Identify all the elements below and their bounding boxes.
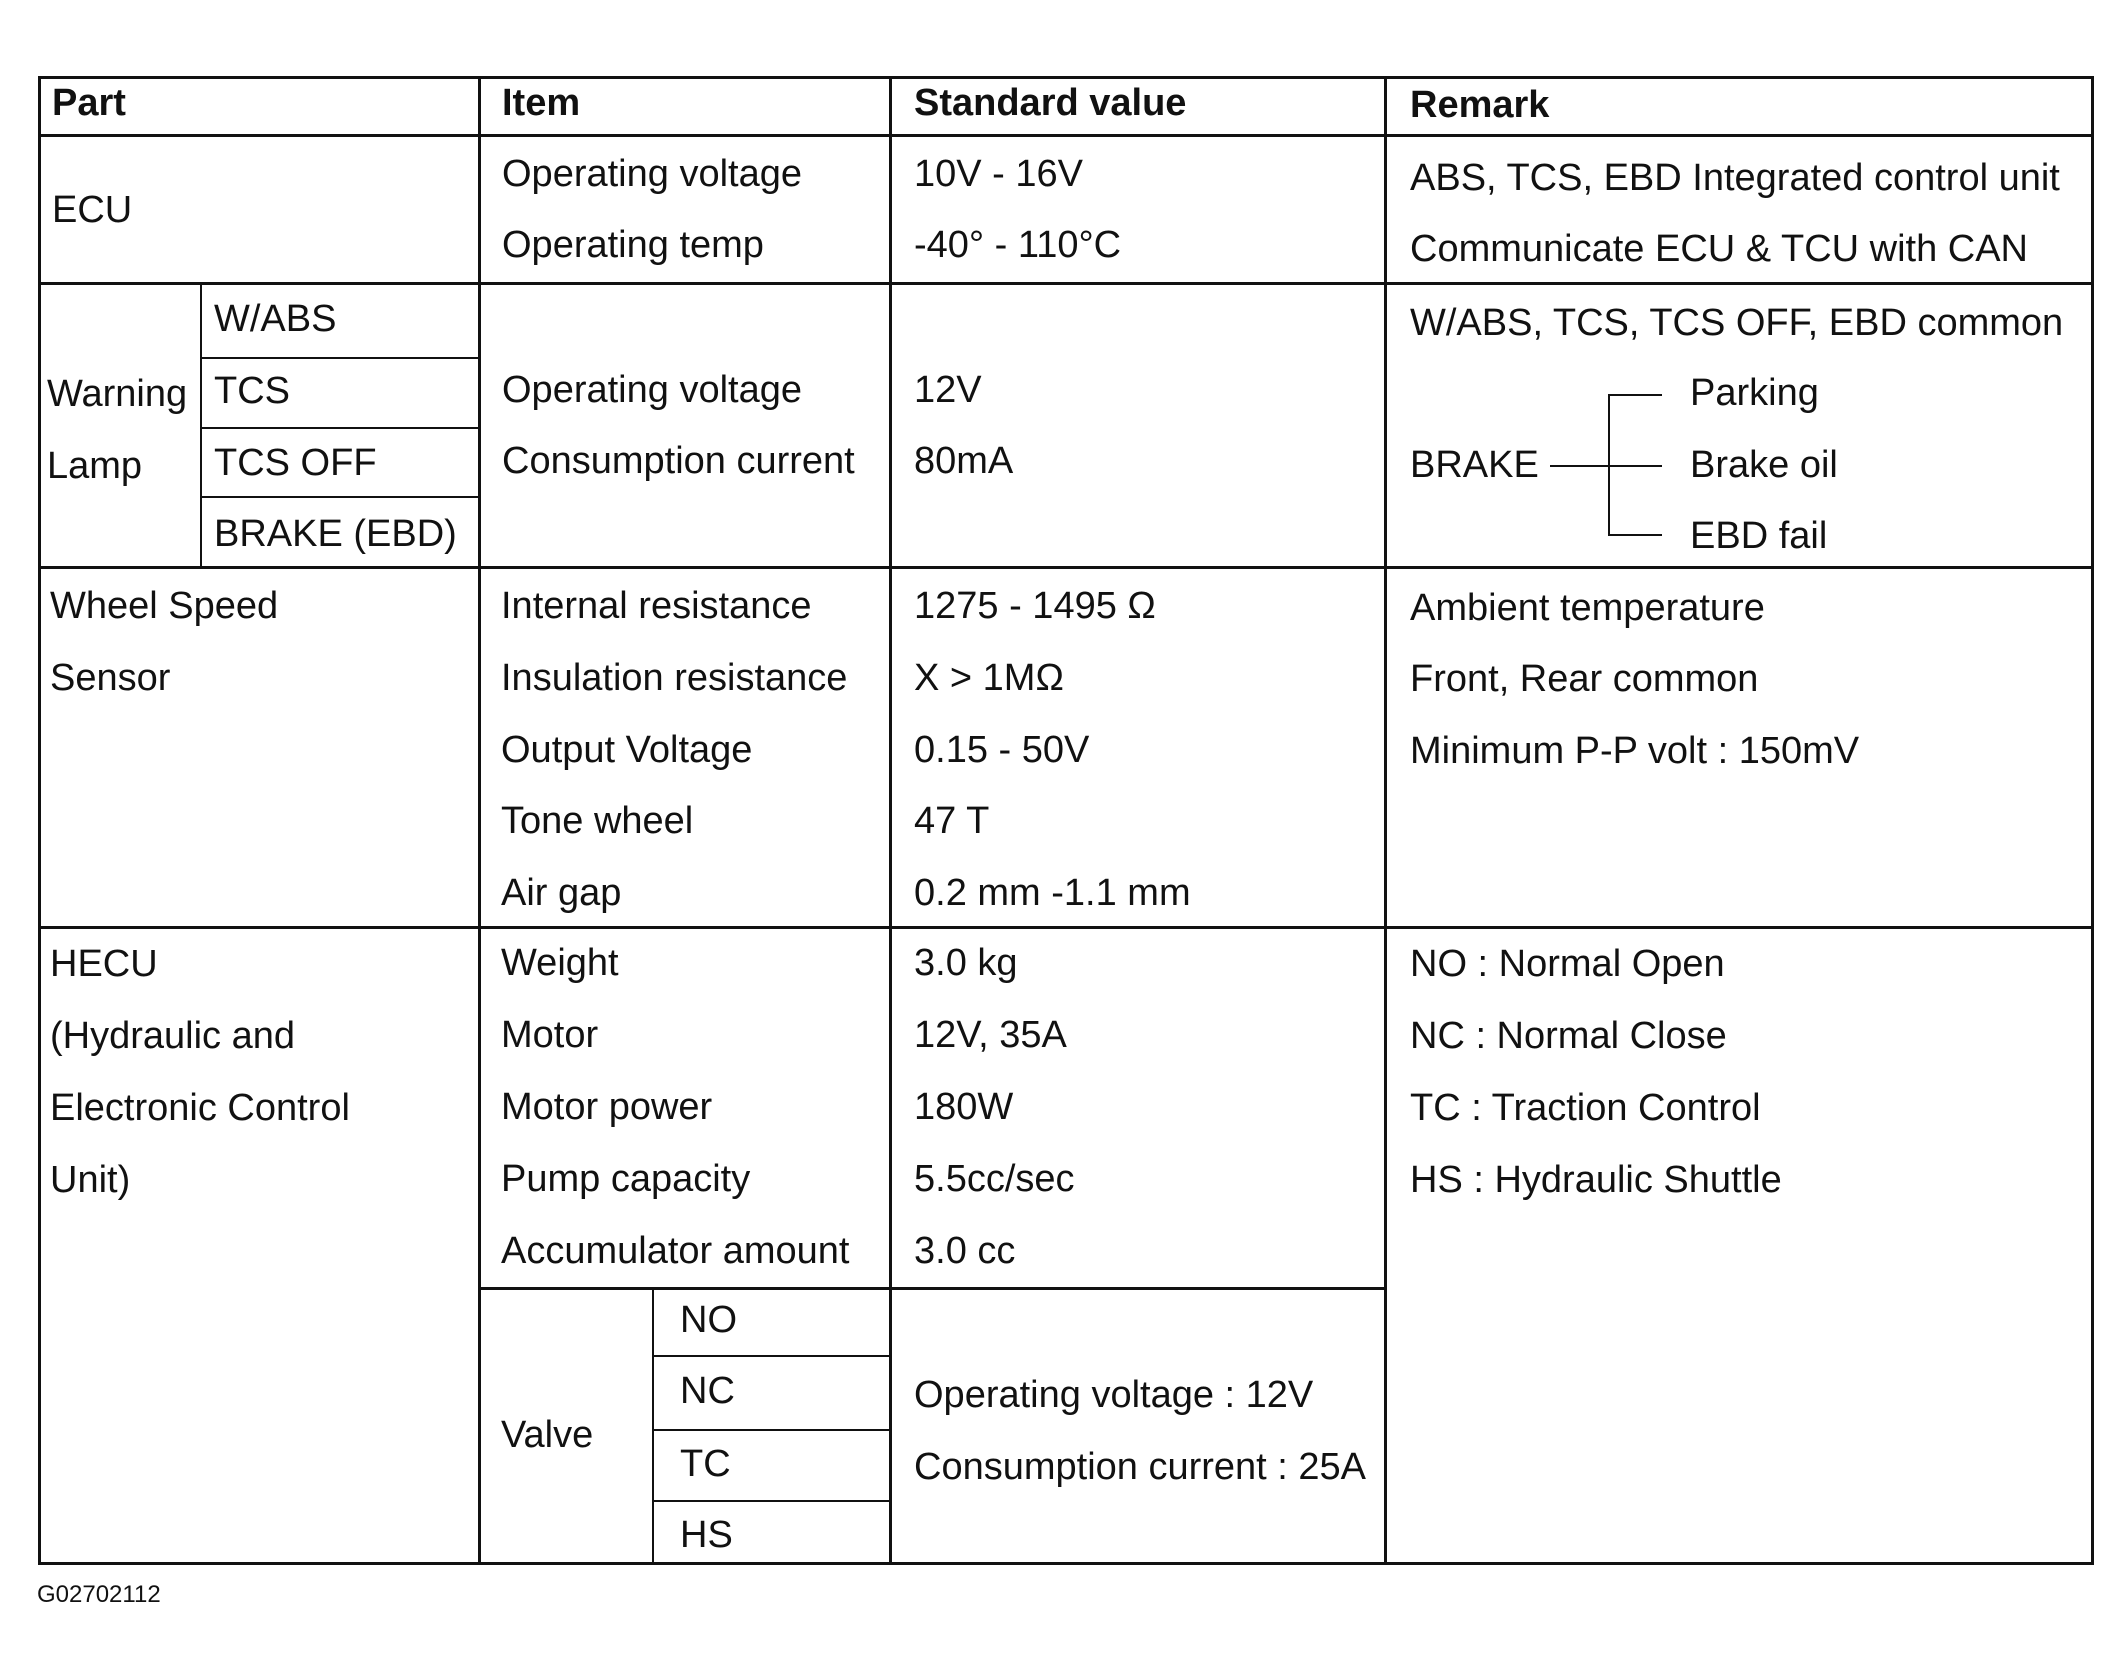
ecu-value: -40° - 110°C [914,224,1122,266]
valve-type: NO [680,1299,737,1341]
valve-value: Consumption current : 25A [914,1446,1367,1488]
valve-row-divider [652,1429,889,1431]
wheel-sensor-item: Internal resistance [501,585,812,627]
wheel-sensor-part: Wheel Speed [50,585,279,627]
wheel-sensor-value: X > 1MΩ [914,657,1064,699]
ecu-item: Operating voltage [502,153,802,195]
brake-connector-line [1550,465,1662,467]
warning-lamp-value: 12V [914,369,982,411]
hecu-remark: NO : Normal Open [1410,943,1725,985]
ecu-remark: Communicate ECU & TCU with CAN [1410,228,2029,270]
wheel-sensor-part: Sensor [50,657,171,699]
col-divider-value-remark [1384,76,1387,1565]
header-part: Part [52,82,126,124]
brake-branch: Parking [1690,372,1819,414]
ecu-item: Operating temp [502,224,764,266]
warning-lamp-part: Warning [47,373,188,415]
hecu-value: 180W [914,1086,1014,1128]
warning-lamp-part: Lamp [47,445,143,487]
table-border-top [38,76,2094,79]
wheel-sensor-remark: Minimum P-P volt : 150mV [1410,730,1860,772]
brake-branch: Brake oil [1690,444,1838,486]
hecu-item: Motor [501,1014,599,1056]
hecu-item: Motor power [501,1086,713,1128]
header-remark: Remark [1410,84,1550,126]
brake-label: BRAKE [1410,444,1539,486]
hecu-value: 5.5cc/sec [914,1158,1075,1200]
hecu-part: HECU [50,943,158,985]
wheel-sensor-remark: Ambient temperature [1410,587,1765,629]
wheel-sensor-value: 0.2 mm -1.1 mm [914,872,1191,914]
table-border-left [38,76,41,1565]
hecu-remark: HS : Hydraulic Shuttle [1410,1159,1782,1201]
lamp-name: TCS OFF [214,442,377,484]
valve-label: Valve [501,1414,594,1456]
lamp-name: BRAKE (EBD) [214,513,457,555]
wheel-sensor-item: Tone wheel [501,800,694,842]
brake-bracket-top [1608,394,1662,396]
hecu-value: 12V, 35A [914,1014,1067,1056]
warning-lamp-item: Consumption current [502,440,855,482]
row-divider-ecu [38,282,2094,285]
ecu-value: 10V - 16V [914,153,1083,195]
ecu-remark: ABS, TCS, EBD Integrated control unit [1410,157,2060,199]
hecu-item: Weight [501,942,619,984]
row-divider-warning [38,566,2094,569]
wheel-sensor-item: Insulation resistance [501,657,848,699]
hecu-part: Unit) [50,1159,131,1201]
table-border-right [2091,76,2094,1565]
figure-code: G02702112 [37,1581,161,1608]
brake-branch: EBD fail [1690,515,1828,557]
valve-row-divider [652,1500,889,1502]
warning-lamp-remark: W/ABS, TCS, TCS OFF, EBD common [1410,302,2064,344]
hecu-part: Electronic Control [50,1087,350,1129]
hecu-item: Pump capacity [501,1158,751,1200]
valve-block-divider [478,1287,1384,1290]
hecu-value: 3.0 cc [914,1230,1016,1272]
ecu-part: ECU [52,189,133,231]
lamp-name: W/ABS [214,298,337,340]
table-border-bottom [38,1562,2094,1565]
hecu-part: (Hydraulic and [50,1015,295,1057]
lamp-subcol-divider [200,282,202,566]
wheel-sensor-item: Air gap [501,872,622,914]
lamp-row-divider [200,357,478,359]
wheel-sensor-remark: Front, Rear common [1410,658,1759,700]
hecu-value: 3.0 kg [914,942,1018,984]
warning-lamp-value: 80mA [914,440,1014,482]
header-item: Item [502,82,581,124]
valve-type: NC [680,1370,735,1412]
wheel-sensor-value: 0.15 - 50V [914,729,1090,771]
lamp-row-divider [200,496,478,498]
lamp-row-divider [200,427,478,429]
row-divider-wheel [38,926,2094,929]
row-divider-header [38,134,2094,137]
col-divider-part-item [478,76,481,1565]
col-divider-item-value [889,76,892,1565]
warning-lamp-item: Operating voltage [502,369,802,411]
wheel-sensor-value: 1275 - 1495 Ω [914,585,1156,627]
valve-value: Operating voltage : 12V [914,1374,1314,1416]
lamp-name: TCS [214,370,290,412]
valve-row-divider [652,1355,889,1357]
hecu-item: Accumulator amount [501,1230,850,1272]
wheel-sensor-value: 47 T [914,800,990,842]
valve-type: HS [680,1514,733,1556]
hecu-remark: NC : Normal Close [1410,1015,1727,1057]
hecu-remark: TC : Traction Control [1410,1087,1761,1129]
valve-subcol-divider [652,1287,654,1562]
brake-bracket-bottom [1608,534,1662,536]
wheel-sensor-item: Output Voltage [501,729,753,771]
brake-bracket-vertical [1608,394,1610,536]
header-standard-value: Standard value [914,82,1187,124]
valve-type: TC [680,1443,731,1485]
